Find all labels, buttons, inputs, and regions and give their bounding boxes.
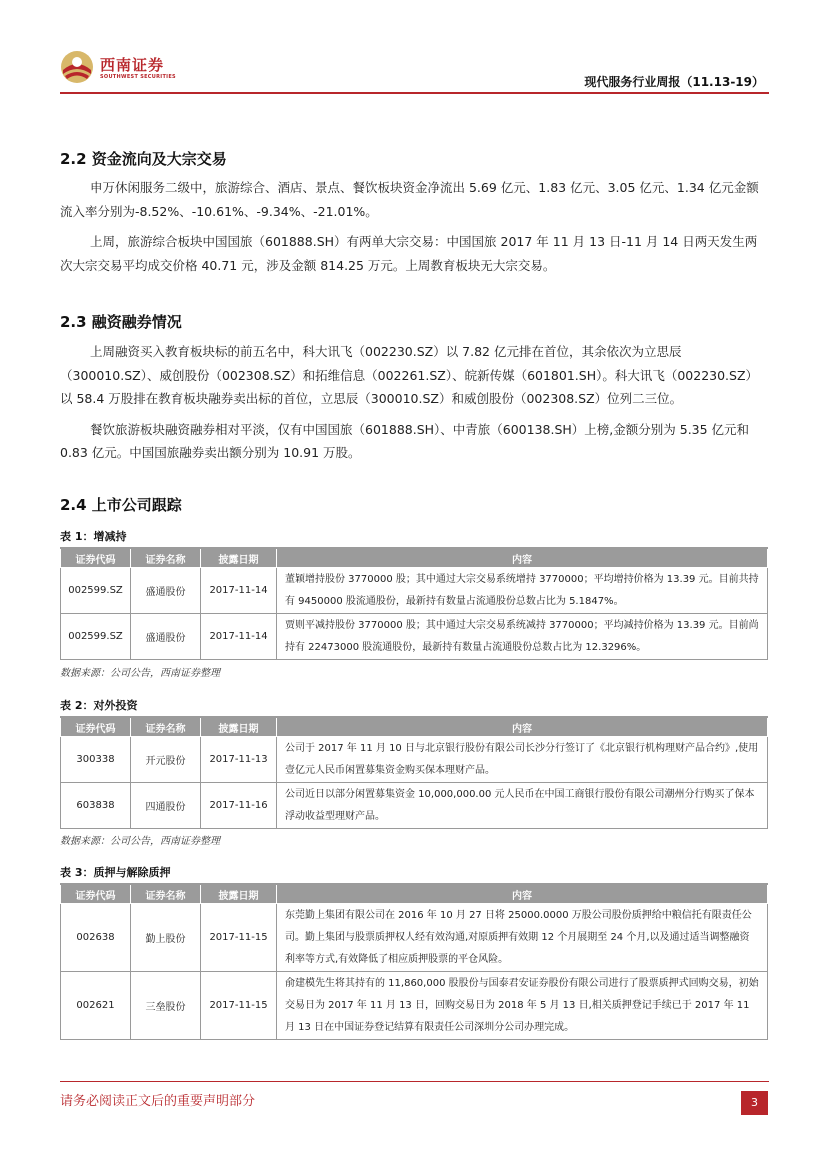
table-row — [61, 972, 768, 1040]
table-row — [61, 614, 768, 660]
logo-text-en: SOUTHWEST SECURITIES — [100, 74, 176, 80]
cell-code: 002638 — [61, 904, 131, 972]
section-2-4-title: 2.4 上市公司跟踪 — [60, 496, 182, 514]
cell-name: 盛通股份 — [131, 614, 201, 660]
header-code: 证券代码 — [61, 717, 131, 737]
cell-content: 俞建模先生将其持有的 11,860,000 股股份与国泰君安证券股份有限公司进行了股票质押式回购交易，初始交易日为 2017 年 11 月 13 日，回购交易日为 2018 年 5 月 13 日,相关质押登记手续已于 2017 年 11 月 13 日在中国证券登记结算有限责任公司深圳分公司办理完成。 — [277, 972, 768, 1040]
header-date: 披露日期 — [201, 884, 277, 904]
section-2-3-paragraph-1: 上周融资买入教育板块标的前五名中，科大讯飞（002230.SZ）以 7.82 亿元排在首位，其余依次为立思辰（300010.SZ）、威创股份（002308.SZ）和拓维信息（002261.SZ）、皖新传媒（601801.SH）。科大讯飞（002230.SZ）以 58.4 万股排在教育板块融券卖出标的首位，立思辰（300010.SZ）和威创股份（002308.SZ）位列二三位。 — [60, 344, 759, 406]
footer-divider — [60, 1081, 769, 1082]
header-name: 证券名称 — [131, 884, 201, 904]
cell-name: 开元股份 — [131, 737, 201, 783]
header-date: 披露日期 — [201, 548, 277, 568]
report-title: 现代服务行业周报（11.13-19） — [584, 75, 764, 89]
footer-notice: 请务必阅读正文后的重要声明部分 — [60, 1094, 256, 1109]
header-date: 披露日期 — [201, 717, 277, 737]
cell-date: 2017-11-14 — [201, 568, 277, 614]
cell-name: 三垒股份 — [131, 972, 201, 1040]
cell-date: 2017-11-14 — [201, 614, 277, 660]
logo-text-cn: 西南证券 — [100, 56, 165, 74]
section-2-2-paragraph-1: 申万休闲服务二级中，旅游综合、酒店、景点、餐饮板块资金净流出 5.69 亿元、1.83 亿元、3.05 亿元、1.34 亿元金额流入率分别为-8.52%、-10.61%、-9.34%、-21.01%。 — [60, 180, 759, 219]
table-row — [61, 783, 768, 829]
table-header-row — [61, 717, 768, 737]
cell-date: 2017-11-15 — [201, 904, 277, 972]
header-content: 内容 — [277, 717, 768, 737]
cell-content: 东莞勤上集团有限公司在 2016 年 10 月 27 日将 25000.0000 万股公司股份质押给中粮信托有限责任公司。勤上集团与股票质押权人经有效沟通,对原质押有效期 12 个月展期至 24 个月,以及通过适当调整融资利率等方式,有效降低了相应质押股票的平仓风险。 — [277, 904, 768, 972]
cell-code: 300338 — [61, 737, 131, 783]
cell-code: 002599.SZ — [61, 614, 131, 660]
table-3-caption: 表 3：质押与解除质押 — [60, 866, 171, 879]
table-1-source: 数据来源：公司公告，西南证券整理 — [60, 668, 220, 679]
cell-content: 贾则平减持股份 3770000 股；其中通过大宗交易系统减持 3770000；平均减持价格为 13.39 元。目前尚持有 22473000 股流通股份，最新持有数量占流通股份总数占比为 12.3296%。 — [277, 614, 768, 660]
table-2 — [60, 716, 768, 829]
header-name: 证券名称 — [131, 548, 201, 568]
header-content: 内容 — [277, 884, 768, 904]
header-content: 内容 — [277, 548, 768, 568]
section-2-2-title: 2.2 资金流向及大宗交易 — [60, 150, 227, 168]
table-1-caption: 表 1：增减持 — [60, 530, 127, 543]
table-row — [61, 568, 768, 614]
cell-date: 2017-11-13 — [201, 737, 277, 783]
header-code: 证券代码 — [61, 548, 131, 568]
sun-logo-icon — [60, 50, 94, 84]
company-logo — [60, 50, 180, 88]
cell-content: 公司于 2017 年 11 月 10 日与北京银行股份有限公司长沙分行签订了《北京银行机构理财产品合约》,使用壹亿元人民币闲置募集资金购买保本理财产品。 — [277, 737, 768, 783]
table-header-row — [61, 548, 768, 568]
header-divider — [60, 92, 769, 94]
cell-name: 勤上股份 — [131, 904, 201, 972]
table-2-caption: 表 2：对外投资 — [60, 699, 138, 712]
section-2-3-body — [60, 340, 767, 465]
section-2-2-body — [60, 176, 767, 277]
table-row — [61, 904, 768, 972]
table-header-row — [61, 884, 768, 904]
cell-name: 盛通股份 — [131, 568, 201, 614]
header-code: 证券代码 — [61, 884, 131, 904]
page-number: 3 — [741, 1091, 768, 1115]
cell-name: 四通股份 — [131, 783, 201, 829]
cell-code: 002621 — [61, 972, 131, 1040]
table-1 — [60, 547, 768, 660]
table-3 — [60, 883, 768, 1040]
section-2-2-paragraph-2: 上周，旅游综合板块中国国旅（601888.SH）有两单大宗交易：中国国旅 2017 年 11 月 13 日-11 月 14 日两天发生两次大宗交易平均成交价格 40.71 元，涉及金额 814.25 万元。上周教育板块无大宗交易。 — [60, 234, 758, 273]
table-2-source: 数据来源：公司公告，西南证券整理 — [60, 836, 220, 847]
cell-content: 公司近日以部分闲置募集资金 10,000,000.00 元人民币在中国工商银行股份有限公司潮州分行购买了保本浮动收益型理财产品。 — [277, 783, 768, 829]
section-2-3-paragraph-2: 餐饮旅游板块融资融券相对平淡，仅有中国国旅（601888.SH）、中青旅（600138.SH）上榜,金额分别为 5.35 亿元和 0.83 亿元。中国国旅融券卖出额分别为 10.91 万股。 — [60, 421, 750, 460]
cell-date: 2017-11-15 — [201, 972, 277, 1040]
header-name: 证券名称 — [131, 717, 201, 737]
cell-code: 002599.SZ — [61, 568, 131, 614]
cell-code: 603838 — [61, 783, 131, 829]
table-row — [61, 737, 768, 783]
cell-content: 董颖增持股份 3770000 股；其中通过大宗交易系统增持 3770000；平均增持价格为 13.39 元。目前共持有 9450000 股流通股份，最新持有数量占流通股份总数占比为 5.1847%。 — [277, 568, 768, 614]
cell-date: 2017-11-16 — [201, 783, 277, 829]
section-2-3-title: 2.3 融资融券情况 — [60, 313, 182, 331]
